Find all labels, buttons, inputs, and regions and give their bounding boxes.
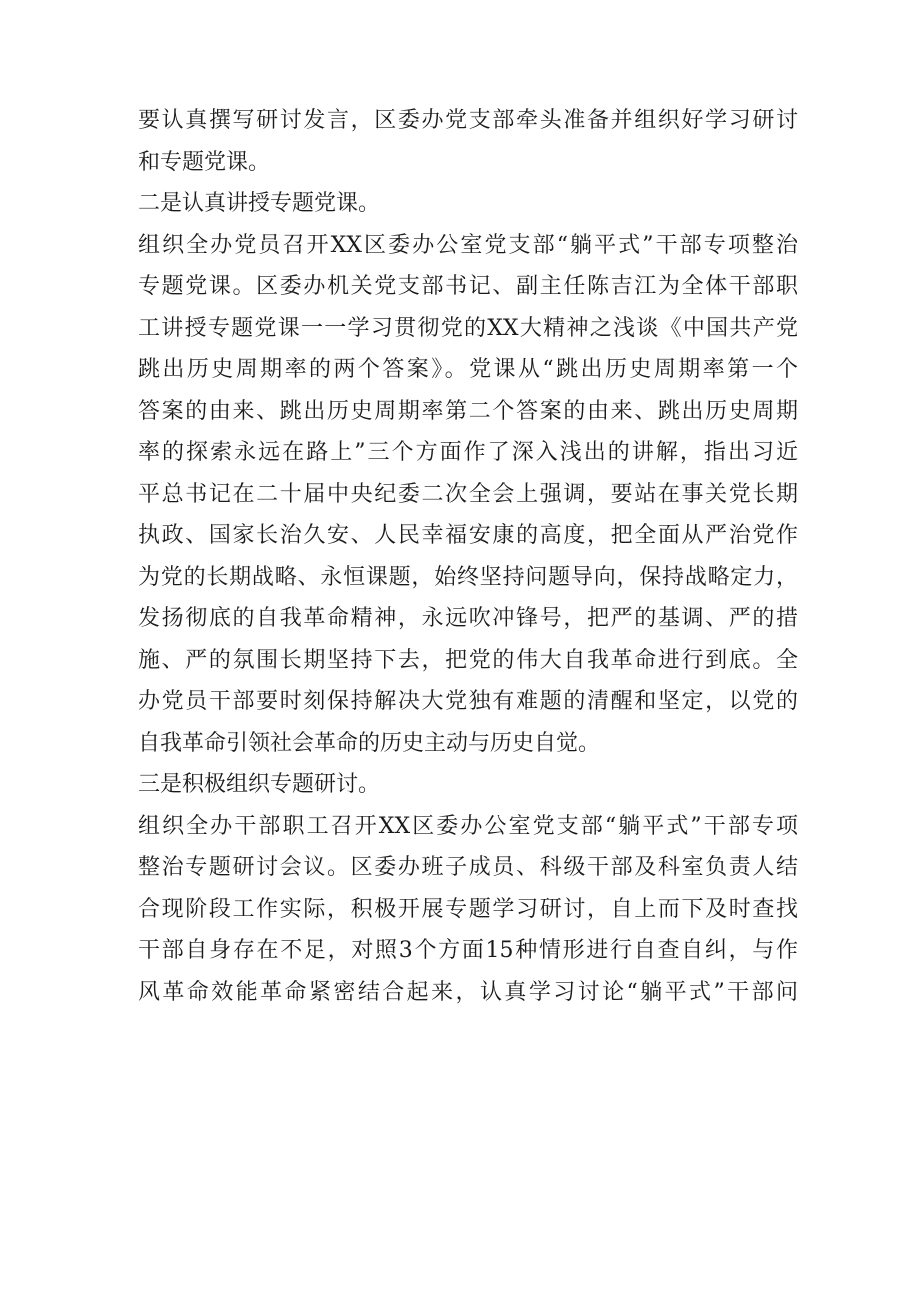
text-line: 和专题党课。: [138, 149, 271, 175]
text-line: 专题党课。区委办机关党支部书记、副主任陈吉江为全体干部职: [138, 274, 798, 299]
text-line: 发扬彻底的自我革命精神，永远吹冲锋号，把严的基调、严的措: [138, 606, 798, 631]
text-line: 合现阶段工作实际，积极开展专题学习研讨，自上而下及时查找: [138, 896, 798, 922]
text-line: 答案的由来、跳出历史周期率第二个答案的由来、跳出历史周期: [138, 398, 798, 424]
text-line: 为党的长期战略、永恒课题，始终坚持问题导向，保持战略定力，: [138, 564, 798, 590]
text-line: 风革命效能革命紧密结合起来，认真学习讨论“躺平式”干部问: [138, 979, 798, 1005]
section-heading: 三是积极组织专题研讨。: [138, 772, 381, 797]
text-line: 组织全办党员召开XX区委办公室党支部“躺平式”干部专项整治: [138, 232, 798, 258]
text-line: 要认真撰写研讨发言，区委办党支部牵头准备并组织好学习研讨: [138, 108, 798, 133]
text-line: 组织全办干部职工召开XX区委办公室党支部“躺平式”干部专项: [138, 813, 798, 839]
text-line: 率的探索永远在路上”三个方面作了深入浅出的讲解，指出习近: [138, 440, 798, 465]
text-line: 自我革命引领社会革命的历史主动与历史自觉。: [138, 730, 601, 756]
text-line: 平总书记在二十届中央纪委二次全会上强调，要站在事关党长期: [138, 481, 798, 507]
text-line: 施、严的氛围长期坚持下去，把党的伟大自我革命进行到底。全: [138, 647, 798, 673]
text-line: 工讲授专题党课一一学习贯彻党的XX大精神之浅谈《中国共产党: [138, 315, 798, 341]
text-line: 跳出历史周期率的两个答案》。党课从“跳出历史周期率第一个: [138, 357, 798, 382]
text-line: 执政、国家长治久安、人民幸福安康的高度，把全面从严治党作: [138, 523, 798, 548]
text-line: 办党员干部要时刻保持解决大党独有难题的清醒和坚定，以党的: [138, 689, 798, 714]
text-line: 干部自身存在不足，对照3个方面15种情形进行自查自纠，与作: [138, 938, 798, 963]
document-body: [138, 100, 798, 1013]
text-line: 整治专题研讨会议。区委办班子成员、科级干部及科室负责人结: [138, 855, 798, 880]
section-heading: 二是认真讲授专题党课。: [138, 191, 381, 216]
